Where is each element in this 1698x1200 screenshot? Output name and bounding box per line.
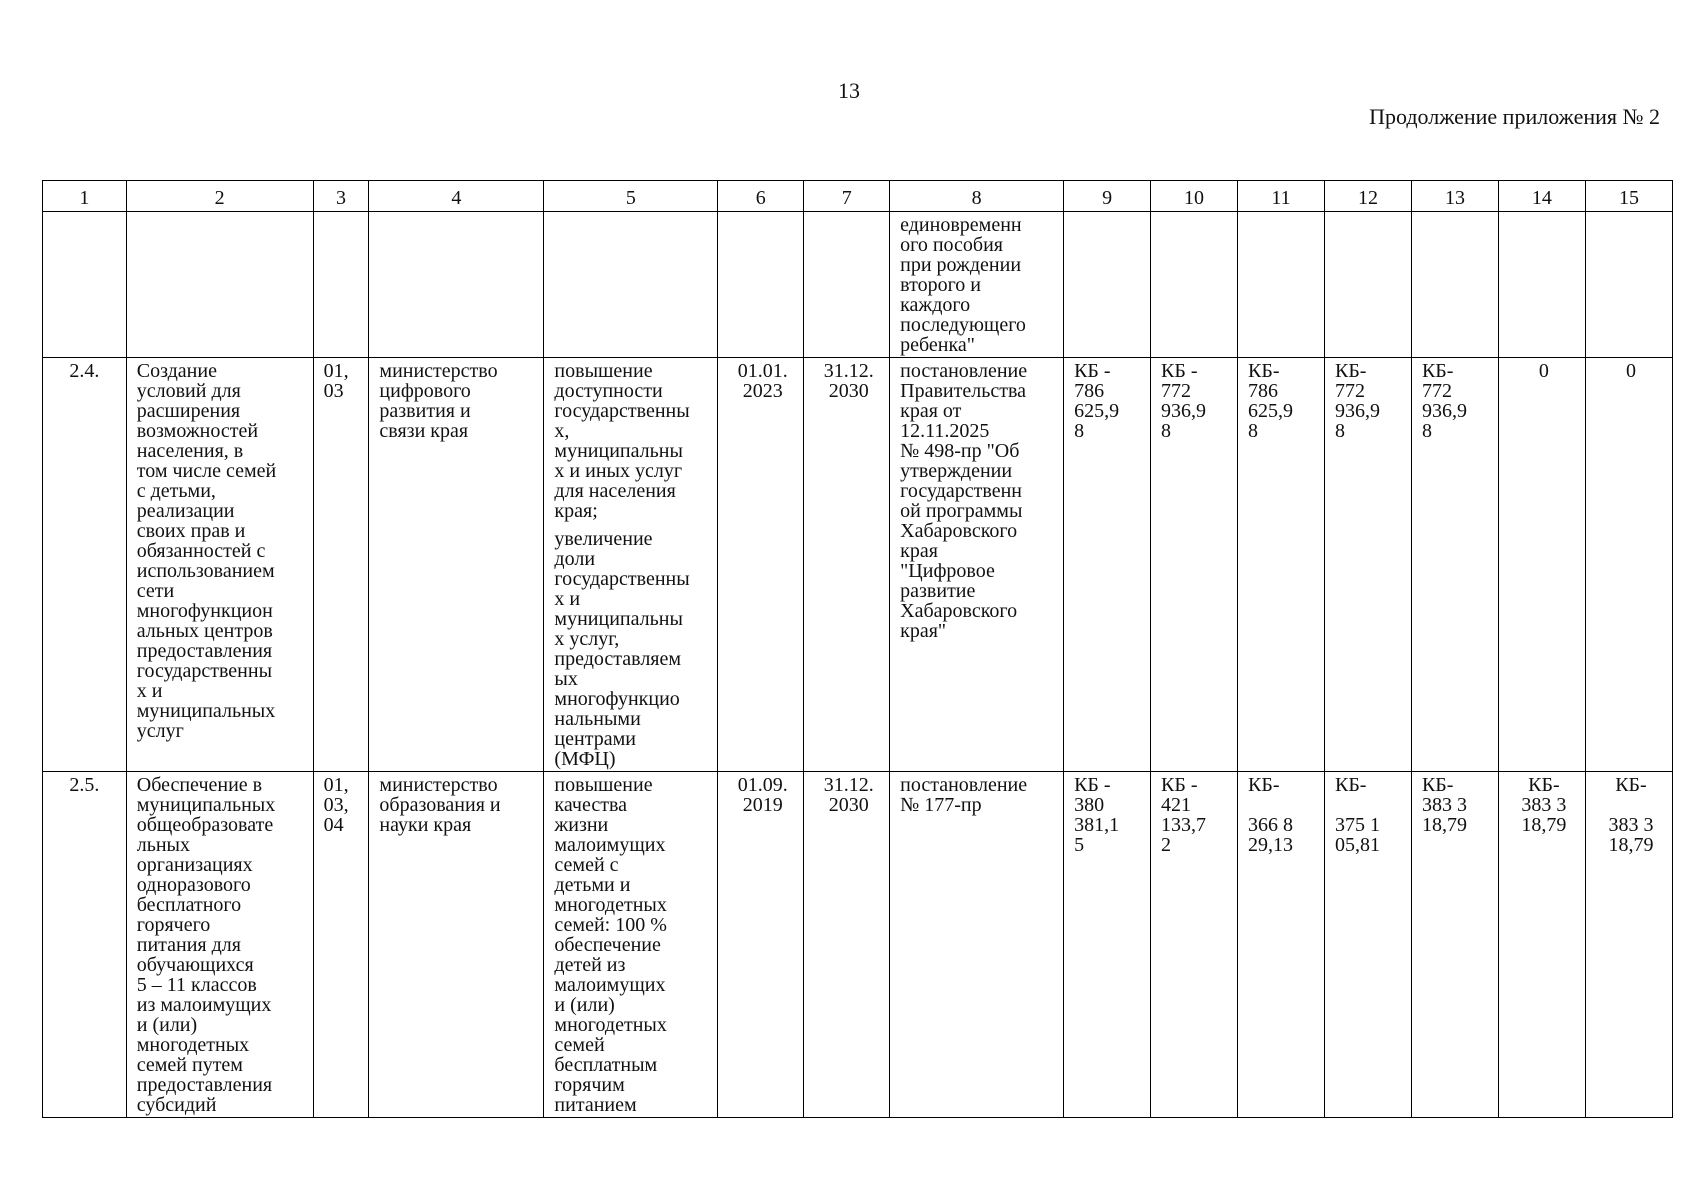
cell-paragraph — [900, 775, 1057, 815]
cell-paragraph — [1248, 775, 1318, 855]
cell-line: сети — [136, 580, 175, 602]
cell-line: 936,9 — [1161, 400, 1207, 422]
cell-line: общеобразовате — [136, 814, 274, 836]
cell-line: № 177-пр — [900, 794, 982, 816]
cell-paragraph — [1509, 361, 1579, 381]
cell-line: каждого — [900, 294, 971, 316]
table-cell — [1151, 772, 1238, 1118]
table-cell — [1151, 212, 1238, 358]
cell-paragraph — [1074, 361, 1144, 441]
cell-line: 772 — [1334, 380, 1365, 402]
cell-line: края; — [554, 500, 598, 522]
cell-line: доли — [554, 548, 596, 570]
plan-table — [42, 180, 1673, 1118]
cell-line: горячего — [136, 914, 211, 936]
table-row — [43, 772, 1673, 1118]
header-cell: 15 — [1585, 181, 1672, 212]
cell-line: ого пособия — [900, 234, 1004, 256]
table-cell — [1411, 358, 1498, 772]
table-cell — [1151, 358, 1238, 772]
table-cell — [1498, 358, 1585, 772]
cell-line: 2 — [1161, 834, 1172, 856]
cell-line: использованием — [136, 560, 275, 582]
cell-line: 381,1 — [1074, 814, 1120, 836]
cell-line: 18,79 — [1421, 814, 1467, 836]
cell-line: доступности — [554, 380, 663, 402]
cell-line: х услуг, — [554, 628, 620, 650]
cell-line: "Цифровое — [900, 560, 995, 582]
table-cell — [804, 212, 890, 358]
cell-paragraph — [814, 361, 883, 401]
cell-line: Хабаровского — [900, 520, 1018, 542]
cell-line: бесплатным — [554, 1054, 658, 1076]
cell-line: ых — [554, 668, 578, 690]
header-cell: 13 — [1411, 181, 1498, 212]
cell-paragraph — [728, 775, 797, 815]
cell-line: 366 8 — [1248, 814, 1294, 836]
cell-line: 383 3 — [1421, 794, 1467, 816]
cell-line: 421 — [1161, 794, 1192, 816]
cell-line: 8 — [1334, 420, 1345, 442]
cell-line: многофункцио — [554, 688, 680, 710]
cell-line: 8 — [1421, 420, 1432, 442]
cell-paragraph — [45, 361, 124, 381]
cell-line: края" — [900, 620, 947, 642]
cell-paragraph — [554, 529, 711, 769]
cell-paragraph — [554, 361, 711, 521]
cell-line: последующего — [900, 314, 1026, 336]
cell-line: муниципальны — [554, 440, 683, 462]
table-cell — [43, 358, 127, 772]
cell-line: малоимущих — [554, 974, 666, 996]
header-cell: 6 — [718, 181, 804, 212]
cell-line: министерство — [379, 774, 498, 796]
cell-line: семей с — [554, 854, 619, 876]
table-cell — [718, 358, 804, 772]
cell-paragraph — [324, 361, 363, 401]
table-cell — [1064, 358, 1151, 772]
cell-line: реализации — [136, 500, 235, 522]
header-cell: 1 — [43, 181, 127, 212]
cell-line: повышение — [554, 774, 653, 796]
table-cell — [718, 772, 804, 1118]
table-cell — [1585, 358, 1672, 772]
table-cell — [1585, 212, 1672, 358]
cell-line: КБ- — [1248, 774, 1280, 796]
table-cell — [1585, 772, 1672, 1118]
cell-paragraph — [728, 361, 797, 401]
cell-line: края — [900, 540, 938, 562]
cell-paragraph — [1161, 775, 1231, 855]
table-cell — [1238, 358, 1325, 772]
table-cell — [1238, 772, 1325, 1118]
table-cell — [126, 772, 313, 1118]
cell-line: государственны — [136, 660, 273, 682]
cell-line — [1248, 795, 1318, 815]
cell-line: 05,81 — [1334, 834, 1380, 856]
cell-line: 936,9 — [1421, 400, 1467, 422]
cell-line: организациях — [136, 854, 253, 876]
cell-line: государственны — [554, 400, 690, 422]
cell-line: 2.5. — [69, 774, 100, 796]
cell-line: муниципальных — [136, 794, 276, 816]
cell-line: при рождении — [900, 254, 1022, 276]
table-cell — [126, 358, 313, 772]
cell-line: питания для — [136, 934, 241, 956]
continuation-heading: Продолжение приложения № 2 — [1369, 104, 1660, 129]
cell-line: предоставления — [136, 1074, 273, 1096]
cell-line: и (или) — [136, 1014, 198, 1036]
cell-line: 786 — [1074, 380, 1105, 402]
cell-paragraph — [1422, 361, 1492, 441]
table-cell — [43, 212, 127, 358]
cell-line: 01.09. — [737, 774, 788, 796]
cell-line: детей из — [554, 954, 626, 976]
cell-line: 18,79 — [1608, 834, 1654, 856]
cell-paragraph — [814, 775, 883, 815]
cell-line: постановление — [900, 360, 1028, 382]
cell-line: субсидий — [136, 1094, 217, 1116]
table-cell — [1411, 212, 1498, 358]
cell-line: Правительства — [900, 380, 1026, 402]
cell-line: детьми и — [554, 874, 631, 896]
table-cell — [369, 212, 544, 358]
table-cell — [313, 772, 369, 1118]
cell-line: 2023 — [742, 380, 783, 402]
header-cell: 3 — [313, 181, 369, 212]
cell-line: 03, — [323, 794, 349, 816]
cell-line: повышение — [554, 360, 653, 382]
cell-line: семей путем — [136, 1054, 243, 1076]
table-cell — [544, 358, 718, 772]
cell-line: 936,9 — [1334, 400, 1380, 422]
cell-line: нальными — [554, 708, 641, 730]
cell-line: КБ - — [1161, 360, 1198, 382]
cell-line: обязанностей с — [136, 540, 266, 562]
table-cell — [1238, 212, 1325, 358]
cell-line: том числе семей — [136, 460, 277, 482]
cell-line: 133,7 — [1161, 814, 1207, 836]
header-cell: 11 — [1238, 181, 1325, 212]
cell-line: для населения — [554, 480, 676, 502]
cell-line: Обеспечение в — [136, 774, 263, 796]
cell-line: многофункцион — [136, 600, 273, 622]
cell-line: 625,9 — [1248, 400, 1294, 422]
cell-paragraph — [1161, 361, 1231, 441]
cell-paragraph — [1509, 775, 1579, 835]
cell-line: (МФЦ) — [554, 748, 616, 770]
table-cell — [313, 212, 369, 358]
cell-line: семей: 100 % — [554, 914, 667, 936]
cell-line: 5 – 11 классов — [136, 974, 257, 996]
cell-line: связи края — [379, 420, 469, 442]
cell-line: с детьми, — [136, 480, 216, 502]
cell-line: муниципальны — [554, 608, 683, 630]
table-cell — [369, 772, 544, 1118]
cell-line: КБ - — [1161, 774, 1198, 796]
cell-paragraph — [900, 215, 1057, 355]
cell-line: КБ - — [1074, 774, 1111, 796]
cell-line: горячим — [554, 1074, 625, 1096]
cell-line: 04 — [323, 814, 344, 836]
cell-line — [1335, 795, 1405, 815]
cell-line: ребенка" — [900, 334, 975, 356]
cell-line: развитие — [900, 580, 976, 602]
table-cell — [1324, 358, 1411, 772]
cell-paragraph — [324, 775, 363, 835]
cell-line: многодетных — [136, 1034, 250, 1056]
cell-line: обучающихся — [136, 954, 254, 976]
cell-line: муниципальных — [136, 700, 276, 722]
cell-line: КБ- — [1421, 360, 1454, 382]
cell-line: утверждении — [900, 460, 1013, 482]
table-cell — [718, 212, 804, 358]
cell-line: семей — [554, 1034, 605, 1056]
cell-line: 8 — [1248, 420, 1259, 442]
cell-line: КБ- — [1528, 774, 1560, 796]
header-cell: 10 — [1151, 181, 1238, 212]
table-cell — [544, 212, 718, 358]
cell-line: 01, — [323, 774, 349, 796]
page-number: 13 — [838, 78, 860, 103]
cell-line: бесплатного — [136, 894, 242, 916]
header-cell: 8 — [890, 181, 1064, 212]
table-cell — [126, 212, 313, 358]
header-cell: 5 — [544, 181, 718, 212]
cell-line: 01, — [323, 360, 349, 382]
table-cell — [1064, 772, 1151, 1118]
cell-line: одноразового — [136, 874, 251, 896]
cell-paragraph — [1596, 361, 1666, 381]
cell-line: расширения — [136, 400, 241, 422]
table-cell — [890, 212, 1064, 358]
cell-paragraph — [137, 361, 307, 741]
cell-line: 18,79 — [1521, 814, 1567, 836]
cell-line: государственны — [554, 568, 690, 590]
header-cell: 2 — [126, 181, 313, 212]
cell-line: КБ - — [1074, 360, 1111, 382]
table-cell — [544, 772, 718, 1118]
cell-line: единовременн — [900, 214, 1022, 236]
cell-line: 29,13 — [1248, 834, 1294, 856]
table-cell — [804, 358, 890, 772]
cell-line: 375 1 — [1334, 814, 1380, 836]
cell-line: КБ- — [1248, 360, 1280, 382]
cell-paragraph — [45, 775, 124, 795]
cell-line: 12.11.2025 — [900, 420, 990, 442]
cell-line: увеличение — [554, 528, 653, 550]
cell-line: цифрового — [379, 380, 471, 402]
cell-line: возможностей — [136, 420, 259, 442]
cell-line: центрами — [554, 728, 636, 750]
cell-line: питанием — [554, 1094, 637, 1116]
cell-line: государственн — [900, 480, 1022, 502]
cell-paragraph — [1422, 775, 1492, 835]
cell-line: х и — [554, 588, 581, 610]
header-row — [43, 181, 1673, 212]
table-cell — [1324, 212, 1411, 358]
cell-line: предоставляем — [554, 648, 682, 670]
cell-line: обеспечение — [554, 934, 661, 956]
cell-line: 2019 — [742, 794, 783, 816]
cell-line: 0 — [1538, 360, 1549, 382]
cell-paragraph — [1248, 361, 1318, 441]
cell-line: второго и — [900, 274, 981, 296]
table-row — [43, 358, 1673, 772]
cell-line: 625,9 — [1074, 400, 1120, 422]
cell-line: КБ- — [1334, 360, 1367, 382]
cell-line: х, — [554, 420, 570, 442]
cell-line: КБ- — [1334, 774, 1367, 796]
table-cell — [804, 772, 890, 1118]
cell-paragraph — [1335, 775, 1405, 855]
header-cell: 4 — [369, 181, 544, 212]
table-cell — [369, 358, 544, 772]
cell-line: 31.12. — [823, 774, 874, 796]
cell-paragraph — [900, 361, 1057, 641]
table-cell — [313, 358, 369, 772]
cell-line: населения, в — [136, 440, 244, 462]
cell-paragraph — [554, 775, 711, 1115]
cell-line: малоимущих — [554, 834, 666, 856]
cell-paragraph — [379, 361, 537, 441]
cell-line: жизни — [554, 814, 609, 836]
cell-line: 786 — [1248, 380, 1279, 402]
cell-line: постановление — [900, 774, 1028, 796]
cell-line: развития и — [379, 400, 471, 422]
cell-paragraph — [137, 775, 307, 1115]
cell-line: многодетных — [554, 894, 667, 916]
cell-line: 772 — [1161, 380, 1192, 402]
cell-line: 03 — [323, 380, 344, 402]
table-cell — [43, 772, 127, 1118]
cell-line: услуг — [136, 720, 184, 742]
cell-line: 31.12. — [823, 360, 874, 382]
table-cell — [890, 772, 1064, 1118]
cell-line: 2.4. — [69, 360, 100, 382]
cell-line: Хабаровского — [900, 600, 1018, 622]
cell-line: из малоимущих — [136, 994, 272, 1016]
cell-line: х и иных услуг — [554, 460, 683, 482]
header-cell: 14 — [1498, 181, 1585, 212]
cell-paragraph — [1596, 775, 1666, 855]
cell-line: 8 — [1161, 420, 1172, 442]
table-cell — [1498, 212, 1585, 358]
cell-line: 772 — [1421, 380, 1452, 402]
cell-line: науки края — [379, 814, 472, 836]
cell-line: 5 — [1074, 834, 1085, 856]
cell-line: качества — [554, 794, 628, 816]
cell-line: многодетных — [554, 1014, 667, 1036]
table-cell — [1064, 212, 1151, 358]
cell-line: 2030 — [828, 380, 869, 402]
cell-line: 0 — [1625, 360, 1636, 382]
cell-line: условий для — [136, 380, 241, 402]
header-cell: 12 — [1324, 181, 1411, 212]
header-cell: 9 — [1064, 181, 1151, 212]
cell-line: КБ- — [1615, 774, 1647, 796]
cell-paragraph — [1335, 361, 1405, 441]
cell-line: своих прав и — [136, 520, 246, 542]
table-cell — [1498, 772, 1585, 1118]
cell-line: Создание — [136, 360, 217, 382]
cell-line: льных — [136, 834, 190, 856]
cell-paragraph — [379, 775, 537, 835]
cell-line: предоставления — [136, 640, 273, 662]
cell-line: ой программы — [900, 500, 1023, 522]
cell-line: 8 — [1074, 420, 1085, 442]
cell-line: 01.01. — [737, 360, 788, 382]
cell-line: альных центров — [136, 620, 273, 642]
cell-line: х и — [136, 680, 163, 702]
cell-line: 380 — [1074, 794, 1105, 816]
cell-line: № 498-пр "Об — [900, 440, 1020, 462]
cell-line: края от — [900, 400, 962, 422]
cell-line: КБ- — [1421, 774, 1454, 796]
cell-line: 383 3 — [1608, 814, 1654, 836]
cell-line: 2030 — [828, 794, 869, 816]
cell-line: 383 3 — [1521, 794, 1567, 816]
table-row — [43, 212, 1673, 358]
table-cell — [1324, 772, 1411, 1118]
cell-paragraph — [1074, 775, 1144, 855]
cell-line: и (или) — [554, 994, 615, 1016]
cell-line — [1596, 795, 1666, 815]
cell-line: образования и — [379, 794, 501, 816]
table-cell — [890, 358, 1064, 772]
header-cell: 7 — [804, 181, 890, 212]
table-cell — [1411, 772, 1498, 1118]
cell-line: министерство — [379, 360, 498, 382]
